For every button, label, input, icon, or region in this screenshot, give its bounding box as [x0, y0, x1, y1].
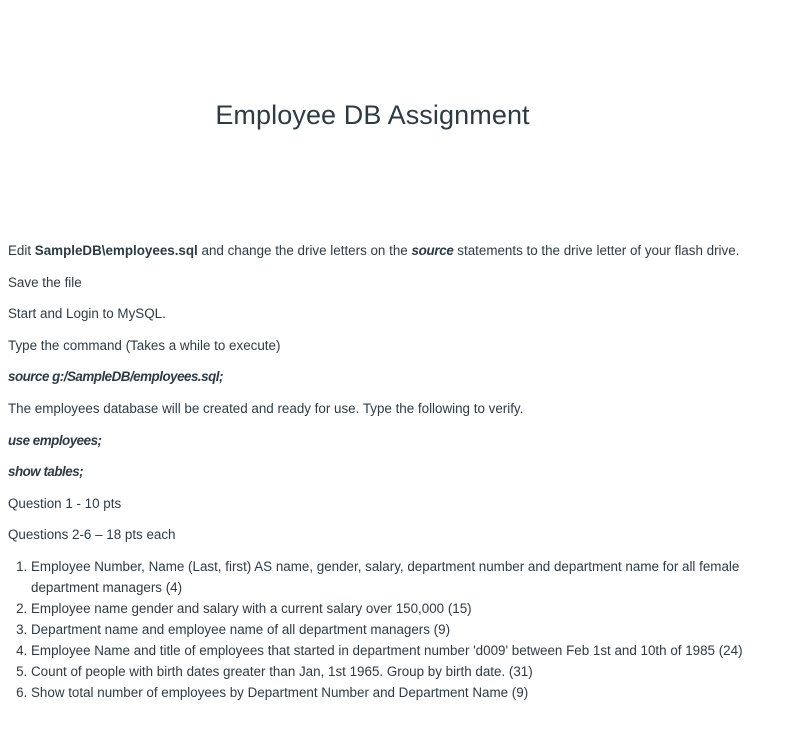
points-questions-2-6: Questions 2-6 – 18 pts each	[8, 527, 176, 543]
page-title: Employee DB Assignment	[215, 100, 530, 130]
question-item: 3. Department name and employee name of all department managers (9)	[31, 619, 798, 640]
instruction-text: and change the drive letters on the	[197, 243, 412, 258]
instruction-verify: The employees database will be created and ready for use. Type the following to verify.	[8, 400, 524, 416]
question-item: 4. Employee Name and title of employees that started in department number 'd009' between Feb 1st and 10th of 1985 (24)	[31, 640, 798, 661]
question-item: 6. Show total number of employees by Department Number and Department Name (9)	[31, 682, 798, 703]
command-use: use employees;	[8, 432, 102, 448]
source-keyword: source	[411, 243, 454, 258]
command-source: source g:/SampleDB/employees.sql;	[8, 369, 223, 385]
question-list	[8, 556, 798, 703]
instruction-save-file: Save the file	[8, 274, 82, 290]
points-question-1: Question 1 - 10 pts	[8, 495, 122, 511]
instruction-type-command: Type the command (Takes a while to execute)	[8, 337, 281, 353]
instruction-edit-file	[8, 240, 798, 261]
question-item: 5. Count of people with birth dates greater than Jan, 1st 1965. Group by birth date. (31)	[31, 661, 798, 682]
command-show: show tables;	[8, 464, 84, 480]
instruction-login: Start and Login to MySQL.	[8, 306, 166, 322]
assignment-body	[8, 240, 798, 703]
question-item: 1. Employee Number, Name (Last, first) AS name, gender, salary, department number and department name for all female department managers (4)	[31, 556, 798, 598]
question-item: 2. Employee name gender and salary with a current salary over 150,000 (15)	[31, 598, 798, 619]
file-path: SampleDB\employees.sql	[34, 243, 198, 258]
instruction-text: statements to the drive letter of your flash drive.	[453, 243, 740, 258]
instruction-text: Edit	[8, 243, 35, 258]
